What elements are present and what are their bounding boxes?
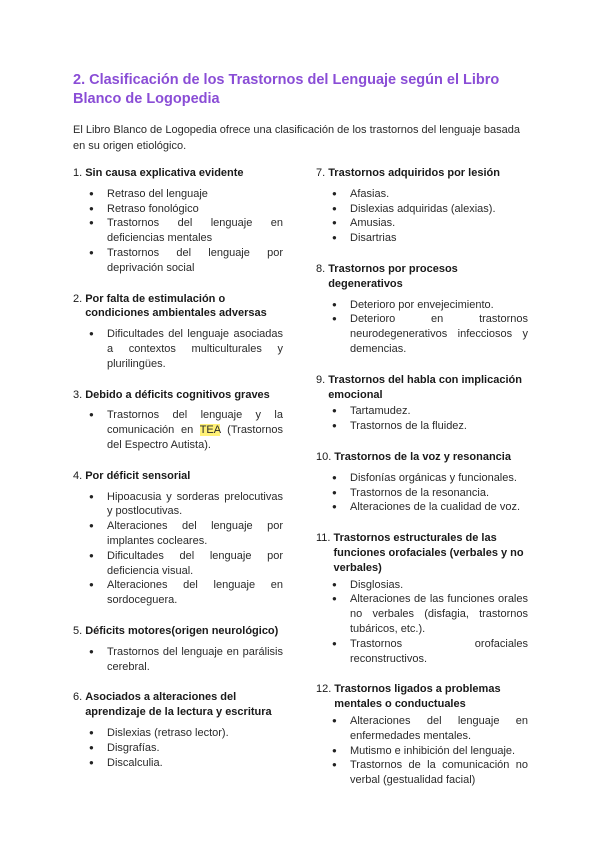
category-5	[73, 624, 283, 674]
list-item: ● Dificultades del lenguaje asociadas a contextos multiculturales y plurilingües.	[73, 327, 283, 371]
list-item: ● Disartrias	[316, 231, 528, 246]
list-item: ● Retraso fonológico	[73, 202, 283, 217]
category-number: 8.	[316, 262, 326, 275]
category-number: 12.	[316, 683, 332, 696]
category-heading: Trastornos del habla con implicación emocional	[328, 373, 522, 401]
list-item: ● Dificultades del lenguaje por deficiencia visual.	[73, 549, 283, 579]
category-10	[316, 450, 528, 515]
category-heading: Déficits motores(origen neurológico)	[85, 624, 279, 637]
category-number: 4.	[73, 469, 83, 482]
category-heading: Por déficit sensorial	[85, 469, 191, 482]
category-list	[316, 298, 528, 357]
list-item: ● Disfonías orgánicas y funcionales.	[316, 471, 528, 486]
category-list	[73, 490, 283, 608]
list-item: ● Dislexias (retraso lector).	[73, 726, 283, 741]
category-8	[316, 262, 528, 357]
category-list	[73, 645, 283, 675]
list-item: ● Trastornos de la resonancia.	[316, 486, 528, 501]
list-item: ● Tartamudez.	[316, 404, 528, 419]
category-2	[73, 292, 283, 372]
category-list	[316, 471, 528, 515]
list-item: ● Amusias.	[316, 216, 528, 231]
highlighted-term: TEA	[199, 424, 221, 437]
list-item: ● Disglosias.	[316, 578, 528, 593]
category-number: 1.	[73, 167, 83, 179]
category-heading: Trastornos estructurales de las funciones orofaciales (verbales y no verbales)	[333, 532, 524, 574]
category-number: 2.	[73, 292, 83, 305]
list-item: ● Trastornos orofaciales reconstructivos.	[316, 637, 528, 667]
category-list	[73, 187, 283, 276]
list-item: ● Mutismo e inhibición del lenguaje.	[316, 744, 528, 759]
list-item-tea: ● Trastornos del lenguaje y la comunicación en TEA (Trastornos del Espectro Autista).	[73, 408, 283, 452]
list-item: ● Alteraciones del lenguaje por implantes cocleares.	[73, 519, 283, 549]
intro-paragraph: El Libro Blanco de Logopedia ofrece una clasificación de los trastornos del lenguaje basada en su origen etiológico.	[73, 124, 521, 152]
category-heading: Trastornos ligados a problemas mentales o conductuales	[334, 683, 501, 711]
category-list	[73, 327, 283, 371]
list-item: ● Retraso del lenguaje	[73, 187, 283, 202]
list-item: ● Trastornos de la comunicación no verbal (gestualidad facial)	[316, 758, 528, 788]
category-heading: Trastornos de la voz y resonancia	[334, 450, 511, 463]
list-item: ● Alteraciones del lenguaje en enfermedades mentales.	[316, 714, 528, 744]
category-heading: Por falta de estimulación o condiciones ambientales adversas	[85, 292, 267, 320]
category-4	[73, 469, 283, 608]
category-heading: Debido a déficits cognitivos graves	[85, 388, 270, 401]
list-item: ● Deterioro por envejecimiento.	[316, 298, 528, 313]
list-item: ● Trastornos de la fluidez.	[316, 419, 528, 434]
list-item: ● Hipoacusia y sorderas prelocutivas y postlocutivas.	[73, 490, 283, 520]
category-number: 9.	[316, 373, 326, 386]
category-12	[316, 682, 528, 788]
category-6	[73, 690, 283, 770]
category-7	[316, 166, 528, 246]
list-item: ● Trastornos del lenguaje por deprivación social	[73, 246, 283, 276]
category-heading: Sin causa explicativa evidente	[85, 167, 244, 179]
category-number: 10.	[316, 450, 332, 463]
category-number: 6.	[73, 691, 83, 704]
section-title: 2. Clasificación de los Trastornos del Lenguaje según el Libro Blanco de Logopedia	[73, 72, 500, 107]
category-number: 11.	[316, 532, 331, 545]
category-3	[73, 388, 283, 453]
category-number: 7.	[316, 167, 326, 179]
category-11	[316, 531, 528, 666]
category-list	[316, 404, 528, 434]
list-item: ● Dislexias adquiridas (alexias).	[316, 202, 528, 217]
category-list	[73, 408, 283, 452]
list-item: ● Discalculia.	[73, 756, 283, 771]
category-list	[316, 714, 528, 788]
category-heading: Trastornos por procesos degenerativos	[328, 262, 458, 290]
category-list	[316, 187, 528, 246]
list-item: ● Alteraciones de las funciones orales no verbales (disfagia, trastornos tubáricos, etc.).	[316, 592, 528, 636]
list-item: ● Disgrafías.	[73, 741, 283, 756]
category-1	[73, 166, 283, 276]
list-item: ● Trastornos del lenguaje en parálisis cerebral.	[73, 645, 283, 675]
list-item: ● Deterioro en trastornos neurodegenerativos infecciosos y demencias.	[316, 312, 528, 356]
list-item: ● Alteraciones del lenguaje en sordoceguera.	[73, 578, 283, 608]
category-heading: Trastornos adquiridos por lesión	[328, 167, 500, 179]
category-heading: Asociados a alteraciones del aprendizaje de la lectura y escritura	[85, 691, 272, 719]
category-list	[73, 726, 283, 770]
category-list	[316, 578, 528, 667]
left-column	[73, 166, 283, 770]
list-item: ● Afasias.	[316, 187, 528, 202]
right-column	[316, 166, 528, 788]
category-number: 3.	[73, 388, 83, 401]
category-number: 5.	[73, 624, 83, 637]
list-item: ● Alteraciones de la cualidad de voz.	[316, 500, 528, 515]
list-item: ● Trastornos del lenguaje en deficiencias mentales	[73, 216, 283, 246]
category-9	[316, 373, 528, 434]
